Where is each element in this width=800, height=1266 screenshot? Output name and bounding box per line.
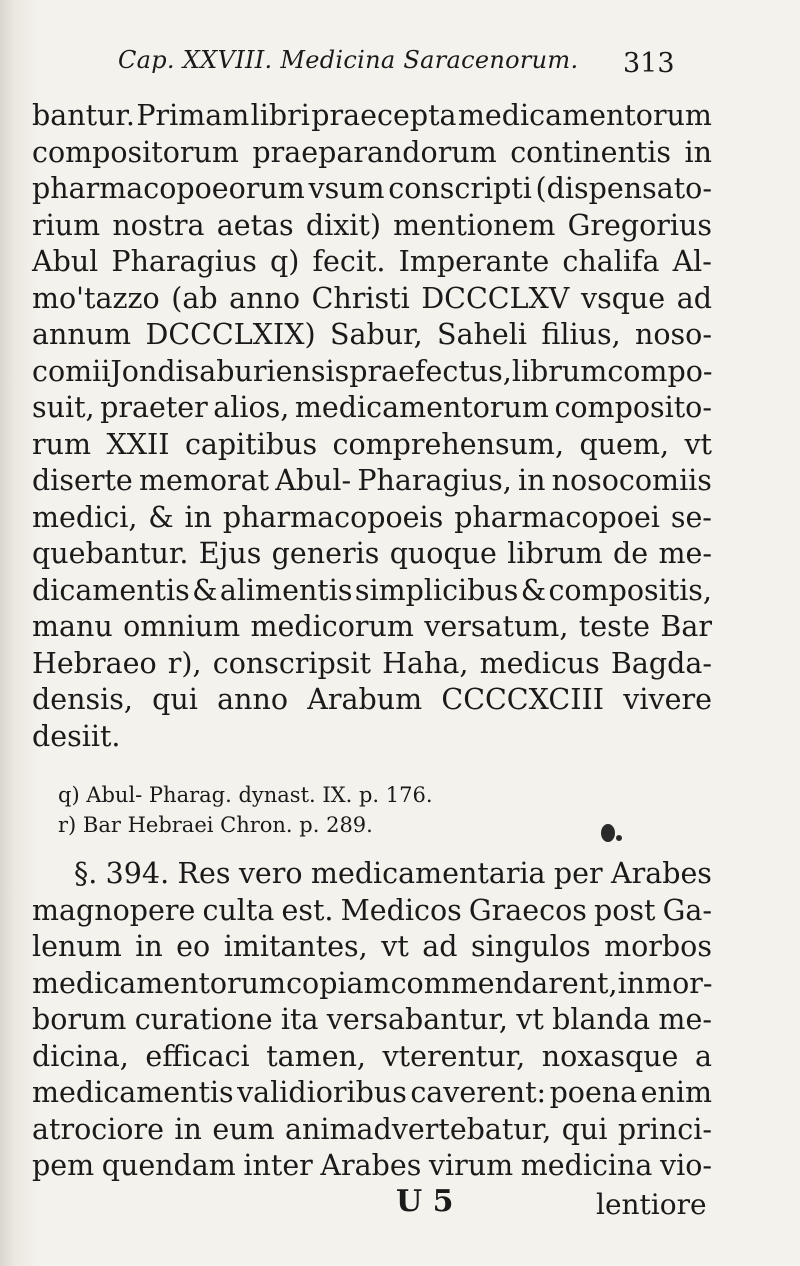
footnote-q: q) Abul- Pharag. dynast. IX. p. 176. [58, 783, 433, 807]
text-line: desiit. [32, 719, 121, 753]
text-line: suit, praeter alios, medicamentorum composito- [32, 391, 712, 424]
text-line: §. 394. Res vero medicamentaria per Arabes [74, 857, 712, 890]
text-line: lenum in eo imitantes, vt ad singulos morbos [32, 930, 712, 963]
text-line: Hebraeo r), conscripsit Haha, medicus Bagda- [32, 646, 712, 680]
footnotes [58, 780, 618, 840]
text-line: pem quendam inter Arabes virum medicina vio- [32, 1149, 712, 1182]
footnote-r: r) Bar Hebraei Chron. p. 289. [58, 813, 373, 837]
text-line: quebantur. Ejus generis quoque librum de me- [32, 537, 712, 570]
text-line: atrociore in eum animadvertebatur, qui princi- [32, 1112, 712, 1146]
catchword: lentiore [596, 1188, 707, 1221]
main-text [32, 98, 712, 755]
text-line: medicamentis validioribus caverent: poena enim [32, 1076, 712, 1109]
text-line: dicamentis & alimentis simplicibus & compositis, [32, 573, 712, 607]
text-line: rum XXII capitibus comprehensum, quem, vt [32, 427, 712, 461]
text-line: rium nostra aetas dixit) mentionem Gregorius [32, 208, 712, 242]
text-line: medicamentorum copiam commendarent, in mor- [32, 966, 713, 1000]
text-line: medici, & in pharmacopoeis pharmacopoei se- [32, 500, 712, 534]
text-line: mo'tazzo (ab anno Christi DCCCLXV vsque ad [32, 281, 712, 315]
text-line: dicina, efficaci tamen, vterentur, noxasque a [32, 1039, 712, 1073]
text-line: borum curatione ita versabantur, vt blanda me- [32, 1003, 712, 1036]
text-line: compositorum praeparandorum continentis in [32, 135, 712, 169]
section-394 [32, 856, 712, 1185]
running-head: Cap. XXVIII. Medicina Saracenorum. [118, 46, 579, 74]
text-line: annum DCCCLXIX) Sabur, Saheli filius, noso- [32, 318, 712, 351]
page-number: 313 [623, 48, 675, 79]
text-line: pharmacopoeorum vsum conscripti (dispensato- [32, 172, 712, 205]
text-line: Abul Pharagius q) fecit. Imperante chalifa Al- [32, 245, 712, 278]
text-line: bantur. Primam libri praecepta medicamentorum [32, 99, 712, 132]
signature-mark: U 5 [396, 1184, 454, 1219]
text-line: comii Jondisaburiensis praefectus, librum compo- [32, 354, 713, 388]
text-line: manu omnium medicorum versatum, teste Bar [32, 610, 712, 643]
ink-blot-icon [598, 820, 624, 846]
text-line: magnopere culta est. Medicos Graecos post Ga- [32, 893, 712, 927]
text-line: diserte memorat Abul- Pharagius, in nosocomiis [32, 464, 712, 497]
text-line: densis, qui anno Arabum CCCCXCIII vivere [32, 683, 712, 716]
page-header [118, 46, 718, 86]
